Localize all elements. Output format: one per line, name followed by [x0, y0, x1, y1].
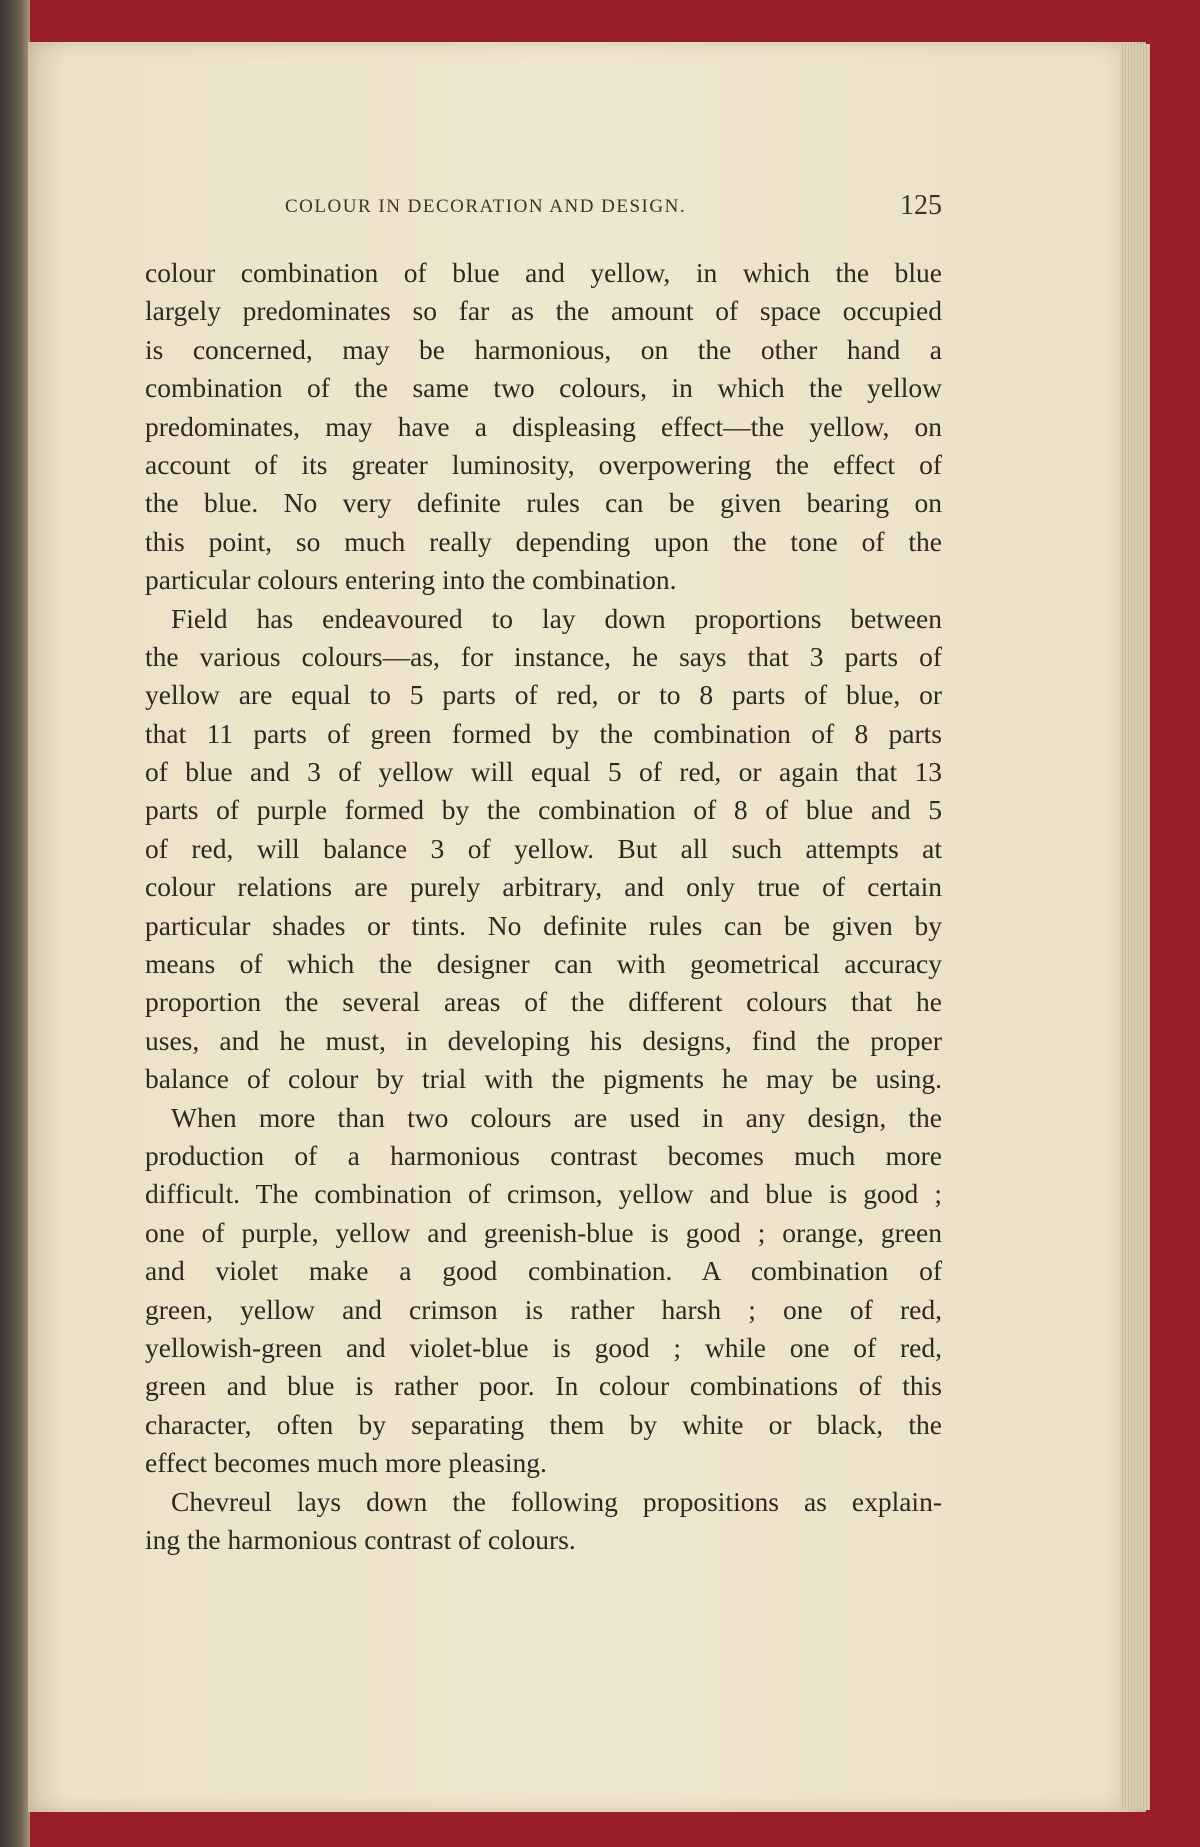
text-line: balance of colour by trial with the pigments he may be using.: [145, 1063, 942, 1095]
facing-page-edge: [0, 0, 30, 1847]
page-edges: [1120, 44, 1150, 1810]
text-line: combination of the same two colours, in which the yellow: [145, 372, 942, 404]
text-line: predominates, may have a displeasing effect—the yellow, on: [145, 410, 942, 442]
text-line: effect becomes much more pleasing.: [145, 1447, 547, 1479]
text-line: this point, so much really depending upon the tone of the: [145, 525, 942, 557]
text-line: largely predominates so far as the amount of space occupied: [145, 295, 942, 327]
text-line: Chevreul lays down the following propositions as explain-: [171, 1485, 942, 1517]
text-line: particular colours entering into the combination.: [145, 564, 677, 596]
text-line: green and blue is rather poor. In colour combinations of this: [145, 1370, 942, 1402]
text-line: production of a harmonious contrast becomes much more: [145, 1139, 942, 1171]
text-line: proportion the several areas of the different colours that he: [145, 986, 942, 1018]
running-header: [285, 190, 942, 221]
text-line: character, often by separating them by white or black, the: [145, 1408, 942, 1440]
text-line: ing the harmonious contrast of colours.: [145, 1523, 576, 1555]
text-line: difficult. The combination of crimson, yellow and blue is good ;: [145, 1178, 942, 1210]
text-line: account of its greater luminosity, overpowering the effect of: [145, 448, 942, 480]
text-line: the blue. No very definite rules can be given bearing on: [145, 487, 942, 519]
text-line: Field has endeavoured to lay down proportions between: [171, 602, 942, 634]
text-line: that 11 parts of green formed by the combination of 8 parts: [145, 717, 942, 749]
text-line: particular shades or tints. No definite rules can be given by: [145, 909, 942, 941]
text-line: one of purple, yellow and greenish-blue is good ; orange, green: [145, 1216, 942, 1248]
text-line: yellowish-green and violet-blue is good ; while one of red,: [145, 1331, 942, 1363]
text-line: uses, and he must, in developing his designs, find the proper: [145, 1024, 942, 1056]
body-text: [145, 254, 942, 1559]
page-number: 125: [900, 190, 942, 221]
text-line: colour relations are purely arbitrary, and only true of certain: [145, 871, 942, 903]
text-line: of red, will balance 3 of yellow. But all such attempts at: [145, 832, 942, 864]
text-line: of blue and 3 of yellow will equal 5 of red, or again that 13: [145, 756, 942, 788]
text-line: green, yellow and crimson is rather harsh ; one of red,: [145, 1293, 942, 1325]
text-line: colour combination of blue and yellow, in which the blue: [145, 257, 942, 288]
running-title: COLOUR IN DECORATION AND DESIGN.: [285, 196, 687, 217]
text-line: and violet make a good combination. A combination of: [145, 1255, 942, 1287]
text-line: is concerned, may be harmonious, on the other hand a: [145, 333, 942, 365]
text-line: parts of purple formed by the combination of 8 of blue and 5: [145, 794, 942, 826]
text-line: means of which the designer can with geometrical accuracy: [145, 948, 942, 980]
text-line: the various colours—as, for instance, he says that 3 parts of: [145, 640, 942, 672]
text-line: yellow are equal to 5 parts of red, or to 8 parts of blue, or: [145, 679, 942, 711]
text-line: When more than two colours are used in any design, the: [171, 1101, 942, 1133]
